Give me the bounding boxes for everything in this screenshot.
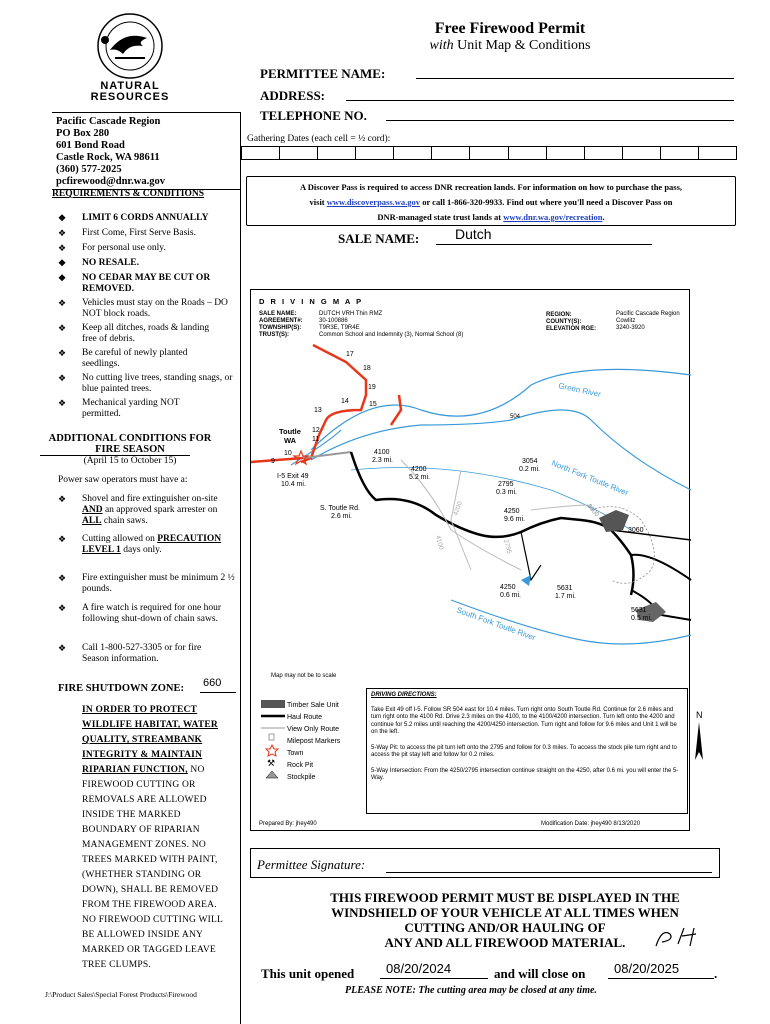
directions-title: DRIVING DIRECTIONS: <box>371 692 437 698</box>
label-5631a: 5631 <box>557 585 573 592</box>
close-date-field <box>608 978 714 979</box>
riparian-line: IN ORDER TO PROTECT <box>82 705 198 715</box>
legend-label: Stockpile <box>287 774 316 781</box>
label-4200: 4200 <box>411 466 427 473</box>
label-exit49-mi: 10.4 mi. <box>281 481 306 488</box>
label-3054-mi: 0.2 mi. <box>519 466 541 473</box>
riparian-line: BOUNDARY OF RIPARIAN <box>82 825 200 835</box>
legend-unit-swatch <box>261 700 285 708</box>
riparian-line: INTEGRITY & MAINTAIN <box>82 750 203 760</box>
label-s-toutle: S. Toutle Rd. <box>320 505 360 512</box>
label-nf-toutle: North Fork Toutle River <box>550 458 630 498</box>
riparian-line: RIPARIAN FUNCTION, NO <box>82 765 205 775</box>
fire-shutdown-label: FIRE SHUTDOWN ZONE: <box>58 683 185 694</box>
label-s-toutle-mi: 2.6 mi. <box>331 513 353 520</box>
fire-shutdown-value: 660 <box>203 677 222 689</box>
notice-line: WINDSHIELD OF YOUR VEHICLE AT ALL TIMES WHEN <box>331 905 679 920</box>
label-wa: WA <box>284 436 297 445</box>
close-period: . <box>714 966 718 981</box>
discover-pass-notice <box>246 176 736 226</box>
close-date: 08/20/2025 <box>614 961 680 976</box>
haul-route <box>351 452 611 537</box>
permittee-name-label: PERMITTEE NAME: <box>260 66 386 81</box>
map-title: D R I V I N G M A P <box>259 297 364 306</box>
label-toutle: Toutle <box>279 427 301 436</box>
milepost-11: 11 <box>312 436 320 443</box>
north-arrow-icon <box>695 722 703 760</box>
label-route-504: 504 <box>510 414 521 420</box>
riparian-line: REMOVALS ARE ALLOWED <box>82 795 207 805</box>
driving-directions-box <box>366 688 688 814</box>
page-subtitle <box>380 38 640 54</box>
subtitle-rest: Unit Map & Conditions <box>457 38 591 53</box>
logo-line1: NATURAL <box>100 80 160 92</box>
label-5631b-mi: 0.5 mi. <box>631 615 653 622</box>
map-region-value: Pacific Cascade Region <box>616 311 680 317</box>
gathering-dates-grid[interactable] <box>241 146 737 160</box>
green-river <box>311 369 691 450</box>
address-field[interactable] <box>346 100 734 101</box>
timber-unit <box>599 510 629 532</box>
map-trust-value: Common School and Indemnity (3), Normal School (8) <box>319 332 464 338</box>
legend-town-star-icon <box>266 745 278 756</box>
permittee-name-field[interactable] <box>416 78 734 79</box>
label-4250b-mi: 0.6 mi. <box>500 592 522 599</box>
label-4200-mi: 5.2 mi. <box>409 474 431 481</box>
legend-milepost-swatch <box>269 734 274 740</box>
riparian-line: NO FIREWOOD CUTTING WILL <box>82 915 224 925</box>
office-line1: Pacific Cascade Region <box>56 116 161 127</box>
map-sale-value: DUTCH VRH Thin RMZ <box>319 311 383 317</box>
label-road-3000: 3000 <box>585 502 601 519</box>
milepost-19: 19 <box>368 384 376 391</box>
map-sale-label: SALE NAME: <box>259 311 297 317</box>
office-email[interactable]: pcfirewood@dnr.wa.gov <box>56 176 165 187</box>
map-elevation-label: ELEVATION RGE: <box>546 326 597 332</box>
opened-date-field <box>380 978 488 979</box>
sale-name-field <box>436 244 652 245</box>
notice-line: ANY AND ALL FIREWOOD MATERIAL. <box>384 935 626 950</box>
map-township-value: T9R3E, T9R4E <box>319 325 360 331</box>
dnr-logo <box>85 10 175 105</box>
milepost-13: 13 <box>314 407 322 414</box>
discover-line1: A Discover Pass is required to access DNR recreation lands. For information on how to purchase the pass, <box>299 182 683 192</box>
north-fork-toutle-river <box>311 410 691 490</box>
logo-line2: RESOURCES <box>90 91 170 103</box>
label-2795: 2795 <box>498 481 514 488</box>
label-3054: 3054 <box>522 458 538 465</box>
directions-paragraph: 5-Way Intersection: From the 4250/2795 intersection continue straight on the 4250, after 0.6 mi. you will enter the 5-Way. <box>371 767 679 781</box>
address-label: ADDRESS: <box>260 88 326 103</box>
label-green-river: Green River <box>557 381 602 399</box>
label-2795-mi: 0.3 mi. <box>496 489 518 496</box>
requirements-heading: REQUIREMENTS & CONDITIONS <box>52 189 205 199</box>
riparian-line: TREES MARKED WITH PAINT, <box>82 855 218 865</box>
directions-paragraph: Take Exit 49 off I-5. Follow SR 504 east for 10.4 miles. Turn right onto South Toutle Rd. Continue for 2.6 miles and turn right onto the 4100 Rd. Drive 2.3 miles on the 4100, to the 4100/4200 intersection. Turn left onto the 4200 and continue for 5.2 miles until reaching the 4200/4250 intersection. Turn right and follow for 9.6 miles and Unit 1 will be on the left. <box>371 706 677 735</box>
milepost-12: 12 <box>312 427 320 434</box>
signature-field[interactable] <box>386 872 712 873</box>
sale-name-value: Dutch <box>455 226 492 242</box>
milepost-10: 10 <box>284 450 292 457</box>
label-road-4100: 4100 <box>434 534 445 551</box>
map-elevation-value: 3240-3920 <box>616 325 645 331</box>
legend-rock-pit-icon: ⚒ <box>267 758 276 768</box>
label-4250a-mi: 9.6 mi. <box>504 516 526 523</box>
map-region-label: REGION: <box>546 312 572 318</box>
driving-map <box>250 289 703 831</box>
legend-label: Rock Pit <box>287 762 314 769</box>
handwritten-initials-icon <box>652 924 704 952</box>
map-agreement-label: AGREEMENT#: <box>259 318 303 324</box>
closure-note: PLEASE NOTE: The cutting area may be closed at any time. <box>345 985 597 996</box>
office-address-block <box>52 112 240 190</box>
riparian-line: FIREWOOD CUTTING OR <box>82 780 196 790</box>
map-county-label: COUNTY(S): <box>546 319 582 325</box>
map-prepared-by: Prepared By: jhey490 <box>259 821 317 827</box>
discover-pass-link[interactable]: www.discoverpass.wa.gov <box>326 197 421 207</box>
riparian-line: QUALITY, STREAMBANK <box>82 735 203 745</box>
label-5631a-mi: 1.7 mi. <box>555 593 577 600</box>
telephone-label: TELEPHONE NO. <box>260 108 367 123</box>
riparian-line: TREE CLUMPS. <box>82 960 151 970</box>
map-scale-note: Map may not be to scale <box>271 673 337 679</box>
power-saw-intro: Power saw operators must have a: <box>58 475 188 485</box>
riparian-line: (WHETHER STANDING OR <box>82 870 202 880</box>
opened-date: 08/20/2024 <box>386 961 452 976</box>
signature-label: Permittee Signature: <box>257 857 366 872</box>
notice-line: CUTTING AND/OR HAULING OF <box>404 920 606 935</box>
fire-season-dates: (April 15 to October 15) <box>83 456 177 466</box>
opened-label: This unit opened <box>261 966 355 981</box>
riparian-line: INSIDE THE MARKED <box>82 810 181 820</box>
sale-name-label: SALE NAME: <box>338 231 420 246</box>
legend-stockpile-icon <box>266 771 278 778</box>
additional-heading-1: ADDITIONAL CONDITIONS FOR <box>48 433 212 444</box>
legend-label: Haul Route <box>287 714 323 721</box>
label-4100: 4100 <box>374 449 390 456</box>
directions-paragraph: 5-Way Pit: to access the pit turn left onto the 2795 and follow for 0.3 miles. To access the stock pile turn right and to access the pit stay left and follow for 0.2 miles. <box>371 744 677 758</box>
map-trust-label: TRUST(S): <box>259 332 289 338</box>
subtitle-with: with <box>429 38 454 53</box>
footer-path: J:\Product Sales\Special Forest Products\Firewood <box>45 990 197 999</box>
legend-label: View Only Route <box>287 726 340 733</box>
discover-line3: DNR-managed state trust lands at www.dnr.wa.gov/recreation. <box>377 212 605 222</box>
label-4100-mi: 2.3 mi. <box>372 457 394 464</box>
label-3060: 3060 <box>628 527 644 534</box>
map-county-value: Cowlitz <box>616 318 636 324</box>
riparian-line: FROM THE FIREWOOD AREA. <box>82 900 217 910</box>
office-line2: PO Box 280 <box>56 128 110 139</box>
milepost-18: 18 <box>363 365 371 372</box>
milepost-15: 15 <box>369 401 377 408</box>
riparian-line: WILDLIFE HABITAT, WATER <box>82 720 218 730</box>
milepost-14: 14 <box>341 398 349 405</box>
telephone-field[interactable] <box>386 120 734 121</box>
office-line5: (360) 577-2025 <box>56 164 122 175</box>
notice-line: THIS FIREWOOD PERMIT MUST BE DISPLAYED IN THE <box>330 890 680 905</box>
milepost-9: 9 <box>271 458 275 465</box>
additional-heading-2: FIRE SEASON <box>95 444 165 455</box>
red-route <box>301 345 366 462</box>
fire-shutdown-field <box>200 692 236 693</box>
label-4250b: 4250 <box>500 584 516 591</box>
milepost-17: 17 <box>346 351 354 358</box>
map-agreement-value: 30-100886 <box>319 318 348 324</box>
label-sf-toutle: South Fork Toutle River <box>455 605 537 643</box>
label-5631b: 5631 <box>631 607 647 614</box>
legend-label: Milepost Markers <box>287 738 341 745</box>
label-4250a: 4250 <box>504 508 520 515</box>
office-line4: Castle Rock, WA 98611 <box>56 152 160 163</box>
label-road-4200: 4200 <box>452 500 464 517</box>
legend-label: Town <box>287 750 304 757</box>
label-road-2795: 2795 <box>502 538 513 555</box>
dnr-recreation-link[interactable]: www.dnr.wa.gov/recreation <box>503 212 603 222</box>
riparian-line: MANAGEMENT ZONES. NO <box>82 840 206 850</box>
legend-label: Timber Sale Unit <box>287 702 339 709</box>
map-modification-date: Modification Date: jhey490 8/13/2020 <box>541 821 641 827</box>
discover-line2: visit www.discoverpass.wa.gov or call 1-866-320-9933. Find out where you'll need a Discover Pass on <box>309 197 673 207</box>
riparian-line: BE ALLOWED INSIDE ANY <box>82 930 204 940</box>
office-line3: 601 Bond Road <box>56 140 125 151</box>
page-title: Free Firewood Permit <box>434 20 586 37</box>
riparian-line: MARKED OR TAGGED LEAVE <box>82 945 216 955</box>
close-label: and will close on <box>494 966 586 981</box>
label-exit49: I-5 Exit 49 <box>277 473 309 480</box>
gathering-dates-label: Gathering Dates (each cell = ½ cord): <box>247 134 391 144</box>
north-label: N <box>696 710 703 720</box>
map-township-label: TOWNSHIP(S): <box>259 325 302 331</box>
riparian-line: DOWN), SHALL BE REMOVED <box>82 885 219 895</box>
dnr-seal-icon <box>85 10 175 80</box>
